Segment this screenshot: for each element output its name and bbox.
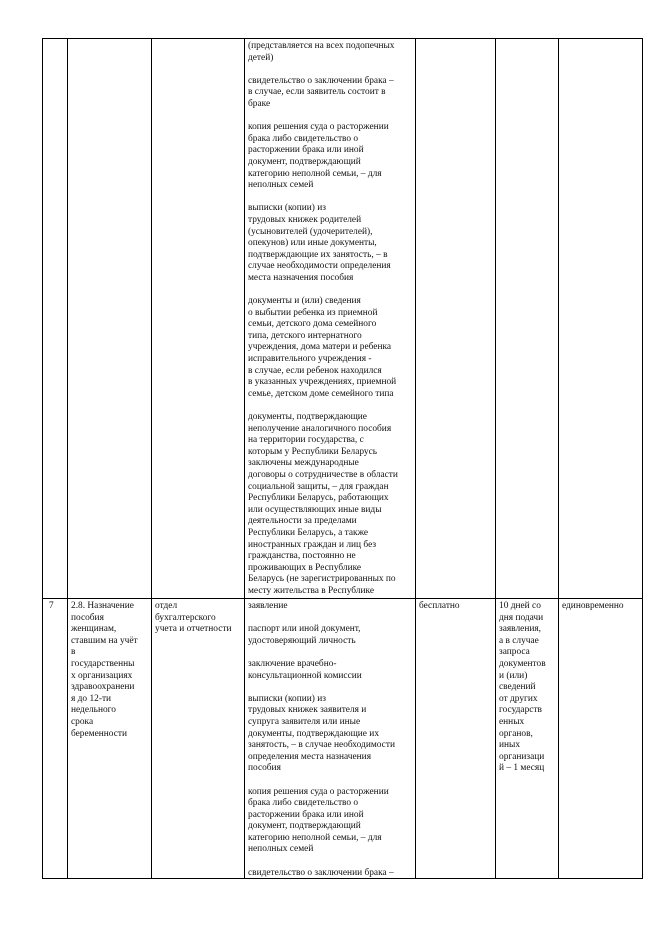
document-item: выписки (копии) из трудовых книжек родителей (усыновителей (удочерителей), опекунов) или иные документы, подтверждающие их занятость, – в случае необходимости определения места назначения пособия bbox=[248, 203, 391, 283]
document-item: заключение врачебно- консультационной комиссии bbox=[248, 658, 362, 681]
cell-organization: отдел бухгалтерского учета и отчетности bbox=[152, 599, 245, 878]
document-item: копия решения суда о расторжении брака либо свидетельство о расторжении брака или иной документ, подтверждающий категорию неполной семьи, – для неполных семей bbox=[248, 786, 389, 855]
cell-validity: единовременно bbox=[562, 601, 624, 611]
cell-fee bbox=[416, 39, 496, 598]
document-item: копия решения суда о расторжении брака либо свидетельство о расторжении брака или иной документ, подтверждающий категорию неполной семьи, – для неполных семей bbox=[248, 122, 389, 191]
document-item: (представляется на всех подопечных детей) bbox=[248, 41, 395, 63]
procedures-table bbox=[42, 38, 643, 879]
cell-procedure-name bbox=[68, 39, 152, 598]
cell-procedure-name: 2.8. Назначение пособия женщинам, ставшим на учёт в государственны х организациях здравоохранени я до 12-ти недельного срока беременности bbox=[68, 599, 152, 878]
cell-validity bbox=[559, 39, 644, 598]
cell-documents bbox=[245, 599, 416, 878]
cell-number bbox=[43, 39, 68, 598]
cell-documents bbox=[245, 39, 416, 598]
document-item: выписки (копии) из трудовых книжек заявителя и супруга заявителя или иные документы, подтверждающие их занятость, – в случае необходимости определения места назначения пособия bbox=[248, 693, 395, 774]
document-item: заявление bbox=[248, 601, 288, 611]
document-item: свидетельство о заключении брака – в случае, если заявитель состоит в браке bbox=[248, 75, 394, 109]
document-item: паспорт или иной документ, удостоверяющий личность bbox=[248, 624, 361, 646]
cell-number: 7 bbox=[43, 599, 68, 878]
document-item: документы, подтверждающие неполучение аналогичного пособия на территории государства, с которым у Республики Беларусь заключены международные договоры о сотрудничестве в области социальной защиты, – для граждан Республики Беларусь, работающих или осуществляющих иные виды деятельности за пределами Республики Беларусь, а также иностранных граждан и лиц без гражданства, постоянно не проживающих в Республике Беларусь (не зарегистрированных по месту жительства в Республике bbox=[248, 412, 398, 596]
document-item: свидетельство о заключении брака – bbox=[248, 867, 394, 878]
cell-term bbox=[496, 39, 559, 598]
cell-term: 10 дней со дня подачи заявления, а в случае запроса документов и (или) сведений от других государств енных органов, иных организаци й – 1 месяц bbox=[496, 599, 559, 878]
cell-organization bbox=[152, 39, 245, 598]
table-row-7 bbox=[43, 599, 642, 878]
document-item: документы и (или) сведения о выбытии ребенка из приемной семьи, детского дома семейного типа, детского интернатного учреждения, дома матери и ребенка исправительного учреждения - в случае, если ребенок находился в указанных учреждениях, приемной семье, детском доме семейного типа bbox=[248, 296, 397, 399]
table-row-continued bbox=[43, 39, 642, 599]
cell-fee: бесплатно bbox=[416, 599, 496, 878]
